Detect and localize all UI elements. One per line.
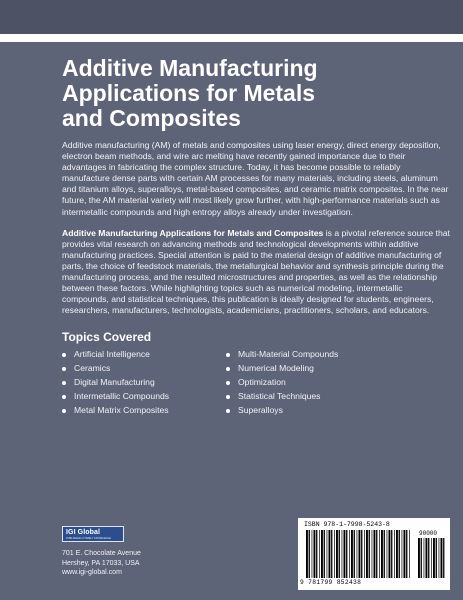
barcode-bar <box>316 530 317 578</box>
barcode-bar <box>431 538 432 578</box>
barcode-bar <box>361 530 362 578</box>
barcode-bar <box>389 530 391 578</box>
topic-item: Metal Matrix Composites <box>62 404 226 418</box>
barcode-bar <box>357 530 358 578</box>
topic-item: Ceramics <box>62 362 226 376</box>
barcode-bar <box>372 530 373 578</box>
barcode-bar <box>421 538 422 578</box>
isbn-barcode-box <box>298 518 450 590</box>
barcode-bar <box>396 530 398 578</box>
top-white-stripe <box>0 34 463 42</box>
barcode-bar <box>319 530 320 578</box>
topic-item: Statistical Techniques <box>226 390 426 404</box>
logo-tagline: PUBLISHER of TIMELY KNOWLEDGE <box>66 536 111 540</box>
barcode-bar <box>376 530 377 578</box>
address-street: 701 E. Chocolate Avenue <box>62 550 141 557</box>
description-paragraph-2 <box>62 228 450 317</box>
barcode-bar <box>331 530 332 578</box>
barcode-addon-number: 90000 <box>419 530 438 537</box>
book-title: Additive Manufacturing Applications for Metals and Composites <box>62 55 318 131</box>
barcode-bar <box>364 530 365 578</box>
publisher-address <box>62 549 182 578</box>
topic-item: Multi-Material Compounds <box>226 348 426 362</box>
top-band <box>0 0 463 34</box>
barcode-bar <box>433 538 435 578</box>
description-paragraph-2-text: is a pivotal reference source that provides vital research on advancing methods and technological developments within additive manufacturing practices. Special attention is paid to the material design of additive manufacturing of parts, the choice of feedstock materials, the metallurgical behavior and synthesis principle during the manufacturing process, and the resulted microstructures and properties, as well as the relationship between these factors. While highlighting topics such as numerical modeling, intermetallic compounds, and statistical techniques, this publication is ideally designed for students, engineers, researchers, manufacturers, technologists, academicians, practitioners, scholars, and educators. <box>62 227 450 316</box>
barcode-bar <box>381 530 383 578</box>
barcode-bar <box>436 538 437 578</box>
barcode-bar <box>374 530 376 578</box>
barcode-bar <box>404 530 406 578</box>
isbn-text: ISBN 978-1-7998-5243-8 <box>304 521 390 528</box>
barcode-bar <box>443 538 444 578</box>
barcode-bar <box>418 538 420 578</box>
ean-number: 9 781799 852438 <box>300 579 362 586</box>
barcode-bar <box>366 530 368 578</box>
barcode-bar <box>309 530 310 578</box>
barcode-bar <box>441 538 443 578</box>
description-paragraph-1: Additive manufacturing (AM) of metals and composites using laser energy, direct energy deposition, electron beam methods, and wire arc melting have recently gained importance due to their advantages in fabricating the complex structure. Today, it has become possible to reliably manufacture dense parts with certain AM processes for many materials, including steels, aluminum and titanium alloys, superalloys, metal-based composites, and ceramic matrix composites. In the near future, the AM material variety will most likely grow further, with high-performance materials such as intermetallic compounds and high entropy alloys already under investigation. <box>62 140 449 217</box>
topic-item: Intermetallic Compounds <box>62 390 226 404</box>
barcode-bar <box>359 530 361 578</box>
barcode-bar <box>424 538 425 578</box>
topic-item: Numerical Modeling <box>226 362 426 376</box>
barcode-bar <box>314 530 316 578</box>
barcode-bar <box>306 530 308 578</box>
publisher-info <box>62 526 182 578</box>
barcode-bar <box>399 530 400 578</box>
barcode-bar <box>379 530 380 578</box>
barcode-bar <box>321 530 323 578</box>
topic-item: Artificial Intelligence <box>62 348 226 362</box>
topics-list <box>62 348 450 418</box>
barcode-bar <box>369 530 370 578</box>
barcode-bar <box>351 530 353 578</box>
barcode-bar <box>334 530 335 578</box>
barcode-bar <box>329 530 331 578</box>
logo-text: IGI Global <box>66 528 101 536</box>
barcode-bar <box>428 538 429 578</box>
topic-item: Digital Manufacturing <box>62 376 226 390</box>
barcode-bar <box>394 530 395 578</box>
topics-left-column <box>62 348 226 418</box>
barcode-bar <box>354 530 355 578</box>
description-paragraph-2-title: Additive Manufacturing Applications for Metals and Composites <box>62 227 324 238</box>
topics-right-column <box>226 348 426 418</box>
barcode-bar <box>402 530 403 578</box>
barcode-bar <box>312 530 313 578</box>
barcode-bar <box>327 530 328 578</box>
back-cover-content <box>62 56 450 418</box>
publisher-website: www.igi-global.com <box>62 569 122 576</box>
address-city: Hershey, PA 17033, USA <box>62 559 140 567</box>
barcode-bar <box>384 530 385 578</box>
barcode-bar <box>409 530 410 578</box>
igi-global-logo <box>62 526 124 542</box>
barcode-bar <box>406 530 407 578</box>
barcode-bar <box>336 530 338 578</box>
topic-item: Superalloys <box>226 404 426 418</box>
barcode-bar <box>324 530 325 578</box>
barcode-bar <box>391 530 392 578</box>
topics-heading: Topics Covered <box>62 330 152 345</box>
barcode-bar <box>387 530 388 578</box>
barcode-bar <box>426 538 428 578</box>
barcode-bar <box>339 530 340 578</box>
barcode-bar <box>349 530 350 578</box>
barcode-bar <box>344 530 346 578</box>
topic-item: Optimization <box>226 376 426 390</box>
barcode-bar <box>346 530 347 578</box>
barcode-bar <box>439 538 440 578</box>
barcode-bar <box>342 530 343 578</box>
